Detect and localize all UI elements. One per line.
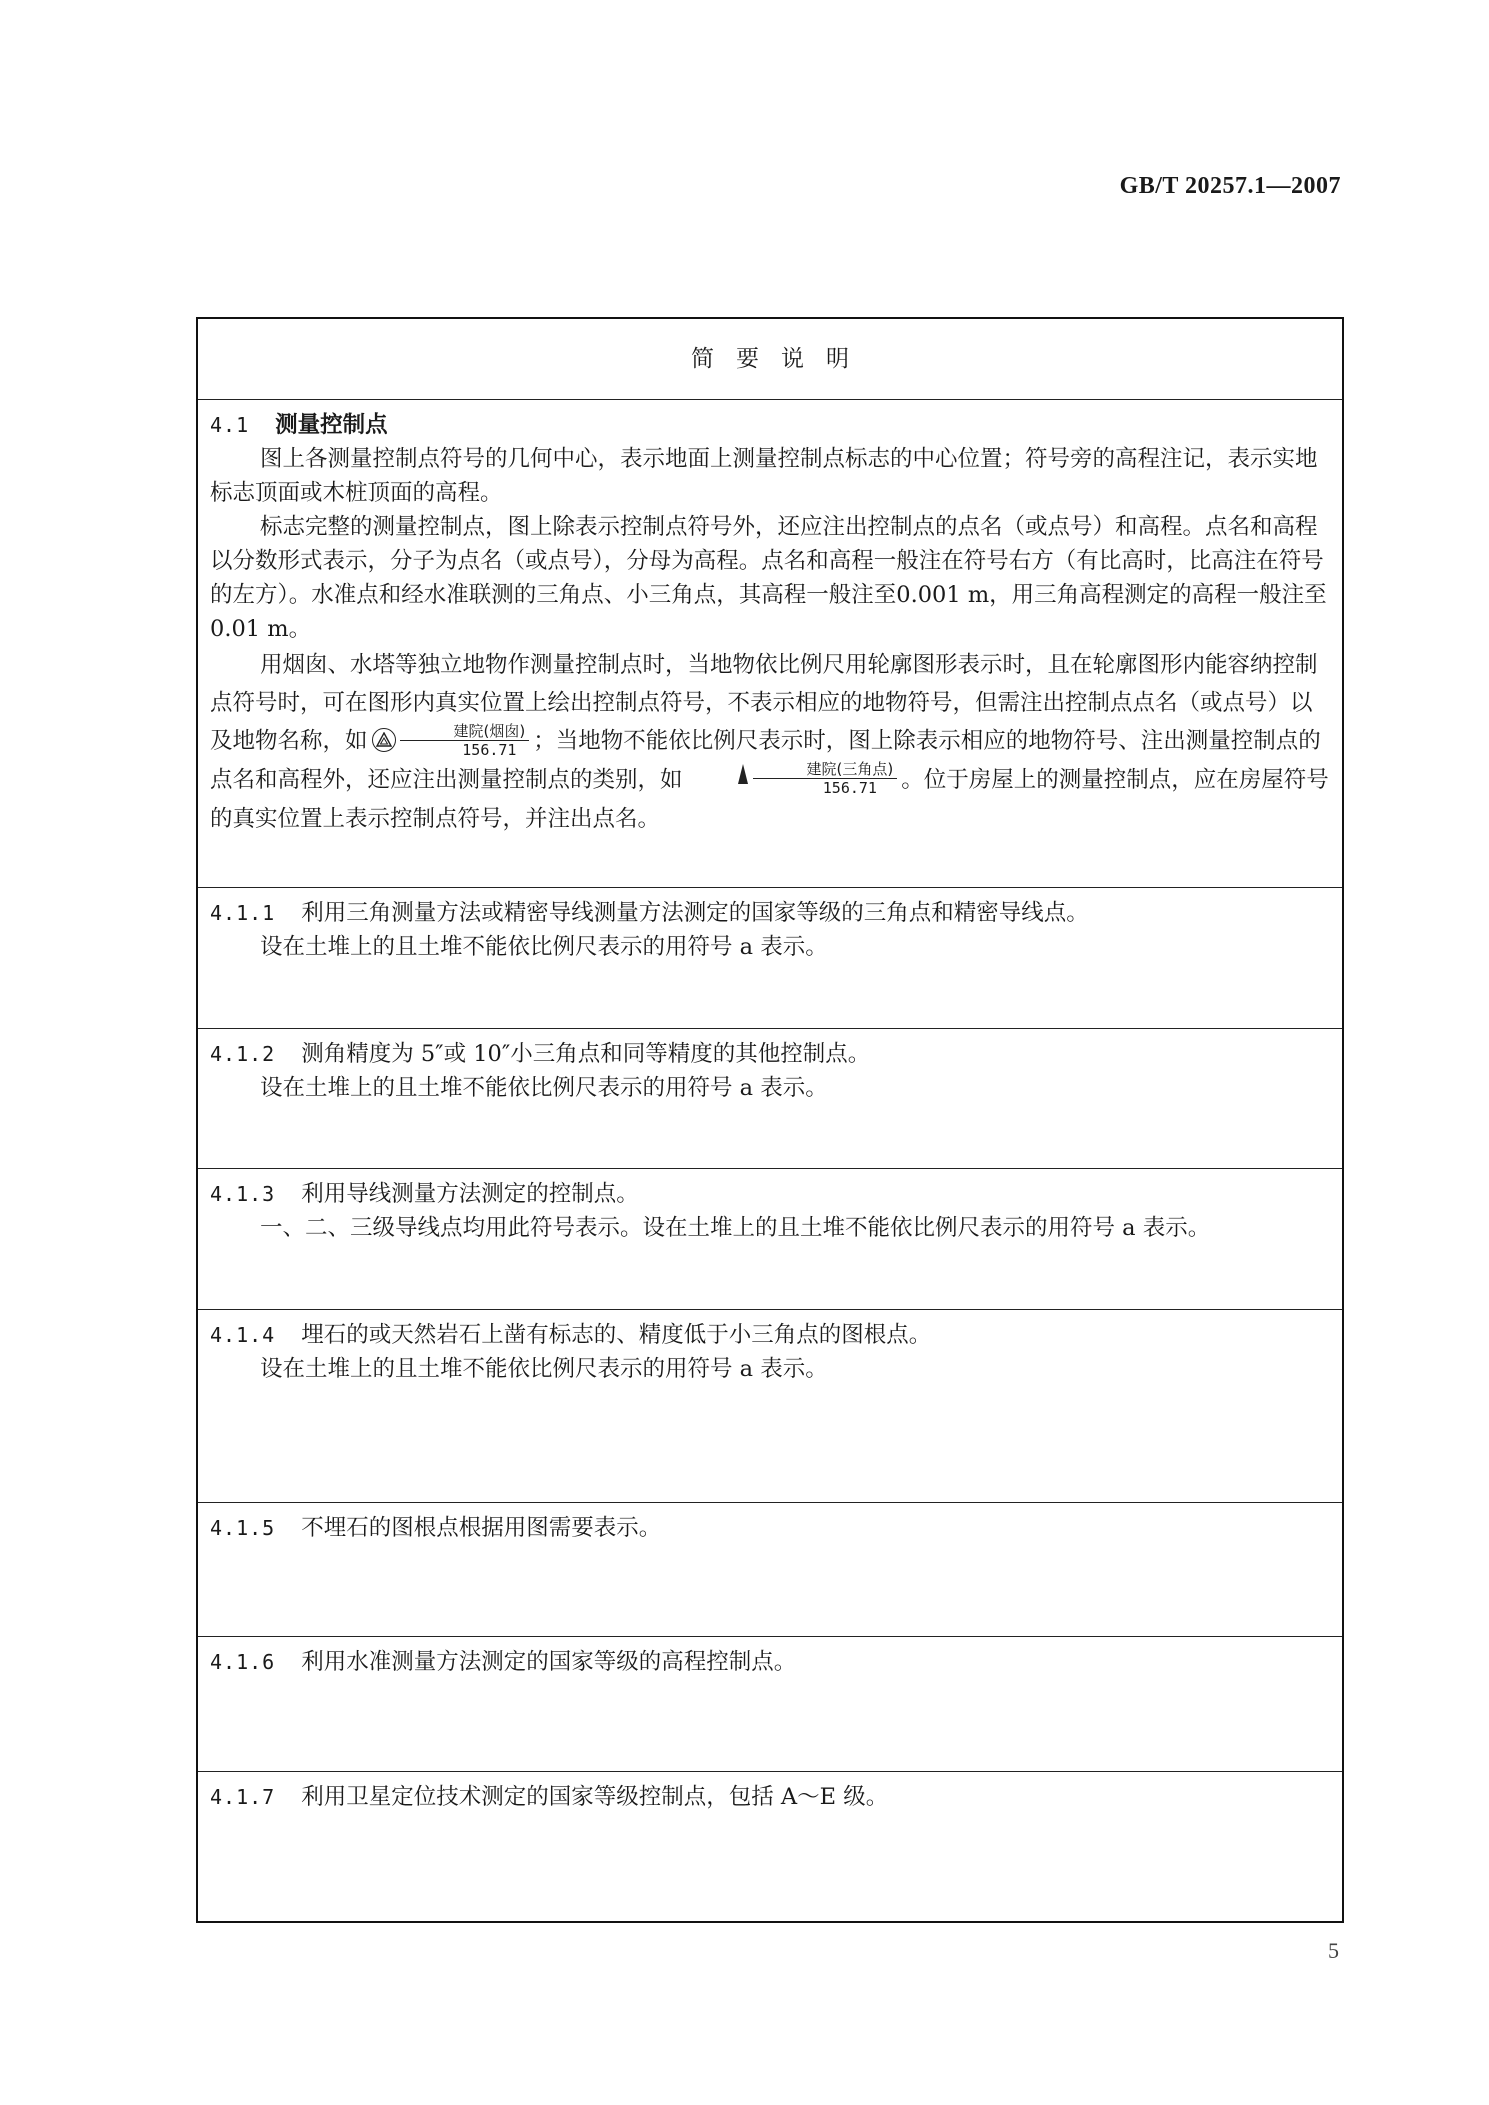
- item-row: [198, 1502, 1342, 1636]
- item-number: 4.1.6: [210, 1650, 276, 1674]
- example-fraction-chimney: [400, 722, 530, 759]
- intro-paragraph-1: 图上各测量控制点符号的几何中心，表示地面上测量控制点标志的中心位置；符号旁的高程注记，表示实地标志顶面或木桩顶面的高程。: [210, 446, 1318, 506]
- item-number: 4.1.3: [210, 1182, 276, 1206]
- example-fraction-triangle-point: [753, 760, 898, 797]
- standard-number: GB/T 20257.1—2007: [1119, 173, 1341, 199]
- item-title: 利用卫星定位技术测定的国家等级控制点，包括 A～E 级。: [301, 1784, 889, 1810]
- intro-paragraph-2: 标志完整的测量控制点，图上除表示控制点符号外，还应注出控制点的点名（或点号）和高程。点名和高程以分数形式表示，分子为点名（或点号），分母为高程。点名和高程一般注在符号右方（有比高时，比高注在符号的左方）。水准点和经水准联测的三角点、小三角点，其高程一般注至0.001 m，用三角高程测定的高程一般注至0.01 m。: [210, 514, 1327, 642]
- example-2-denominator: 156.71: [822, 779, 877, 797]
- item-number: 4.1.1: [210, 901, 276, 925]
- table-header-row: [198, 319, 1342, 399]
- example-1-denominator: 156.71: [462, 740, 517, 759]
- item-title: 利用导线测量方法测定的控制点。: [301, 1181, 639, 1207]
- item-title: 利用水准测量方法测定的国家等级的高程控制点。: [301, 1649, 797, 1675]
- item-number: 4.1.2: [210, 1042, 276, 1066]
- item-row: [198, 1636, 1342, 1771]
- item-note: 设在土堆上的且土堆不能依比例尺表示的用符号 a 表示。: [260, 934, 828, 960]
- intro-row: [198, 399, 1342, 887]
- item-row: [198, 887, 1342, 1028]
- item-row: [198, 1028, 1342, 1168]
- item-title: 埋石的或天然岩石上凿有标志的、精度低于小三角点的图根点。: [301, 1322, 932, 1348]
- section-title: 测量控制点: [275, 412, 388, 438]
- item-row: [198, 1168, 1342, 1309]
- triangulation-in-circle-icon: [372, 728, 396, 752]
- section-number: 4.1: [210, 413, 250, 437]
- item-title: 不埋石的图根点根据用图需要表示。: [301, 1515, 662, 1541]
- example-2-numerator: 建院(三角点): [753, 760, 898, 779]
- explanation-table: [196, 317, 1344, 1923]
- intro-text: [198, 400, 1342, 838]
- page-number: 5: [1328, 1938, 1339, 1963]
- example-1-numerator: 建院(烟囱): [400, 722, 530, 741]
- item-note: 一、二、三级导线点均用此符号表示。设在土堆上的且土堆不能依比例尺表示的用符号 a 表示。: [260, 1215, 1211, 1241]
- intro-p3-text-c: 。位于房屋上的测量控制点，应在房屋符号的真实位置上表示控制点符号，并注出点名。: [210, 766, 1329, 832]
- item-row: [198, 1771, 1342, 1923]
- item-title: 利用三角测量方法或精密导线测量方法测定的国家等级的三角点和精密导线点。: [301, 900, 1089, 926]
- item-title: 测角精度为 5″或 10″小三角点和同等精度的其他控制点。: [301, 1041, 871, 1067]
- item-note: 设在土堆上的且土堆不能依比例尺表示的用符号 a 表示。: [260, 1356, 828, 1382]
- item-number: 4.1.7: [210, 1785, 276, 1809]
- item-row: [198, 1309, 1342, 1502]
- intro-p3-text-b: ；当地物不能依比例尺表示时，图上除表示相应的地物符号、注出测量控制点的点名和高程外，还应注出测量控制点的类别，如: [210, 728, 1321, 793]
- item-note: 设在土堆上的且土堆不能依比例尺表示的用符号 a 表示。: [260, 1075, 828, 1101]
- intro-paragraph-3: [210, 646, 1330, 838]
- triangulation-mark-icon: [687, 759, 749, 797]
- table-title: 简要说明: [691, 346, 871, 372]
- intro-p3-text-a: 用烟囱、水塔等独立地物作测量控制点时，当地物依比例尺用轮廓图形表示时，且在轮廓图形内能容纳控制点符号时，可在图形内真实位置上绘出控制点符号，不表示相应的地物符号，但需注出控制点点名（或点号）以及地物名称，如: [210, 652, 1318, 754]
- item-number: 4.1.4: [210, 1323, 276, 1347]
- item-number: 4.1.5: [210, 1516, 276, 1540]
